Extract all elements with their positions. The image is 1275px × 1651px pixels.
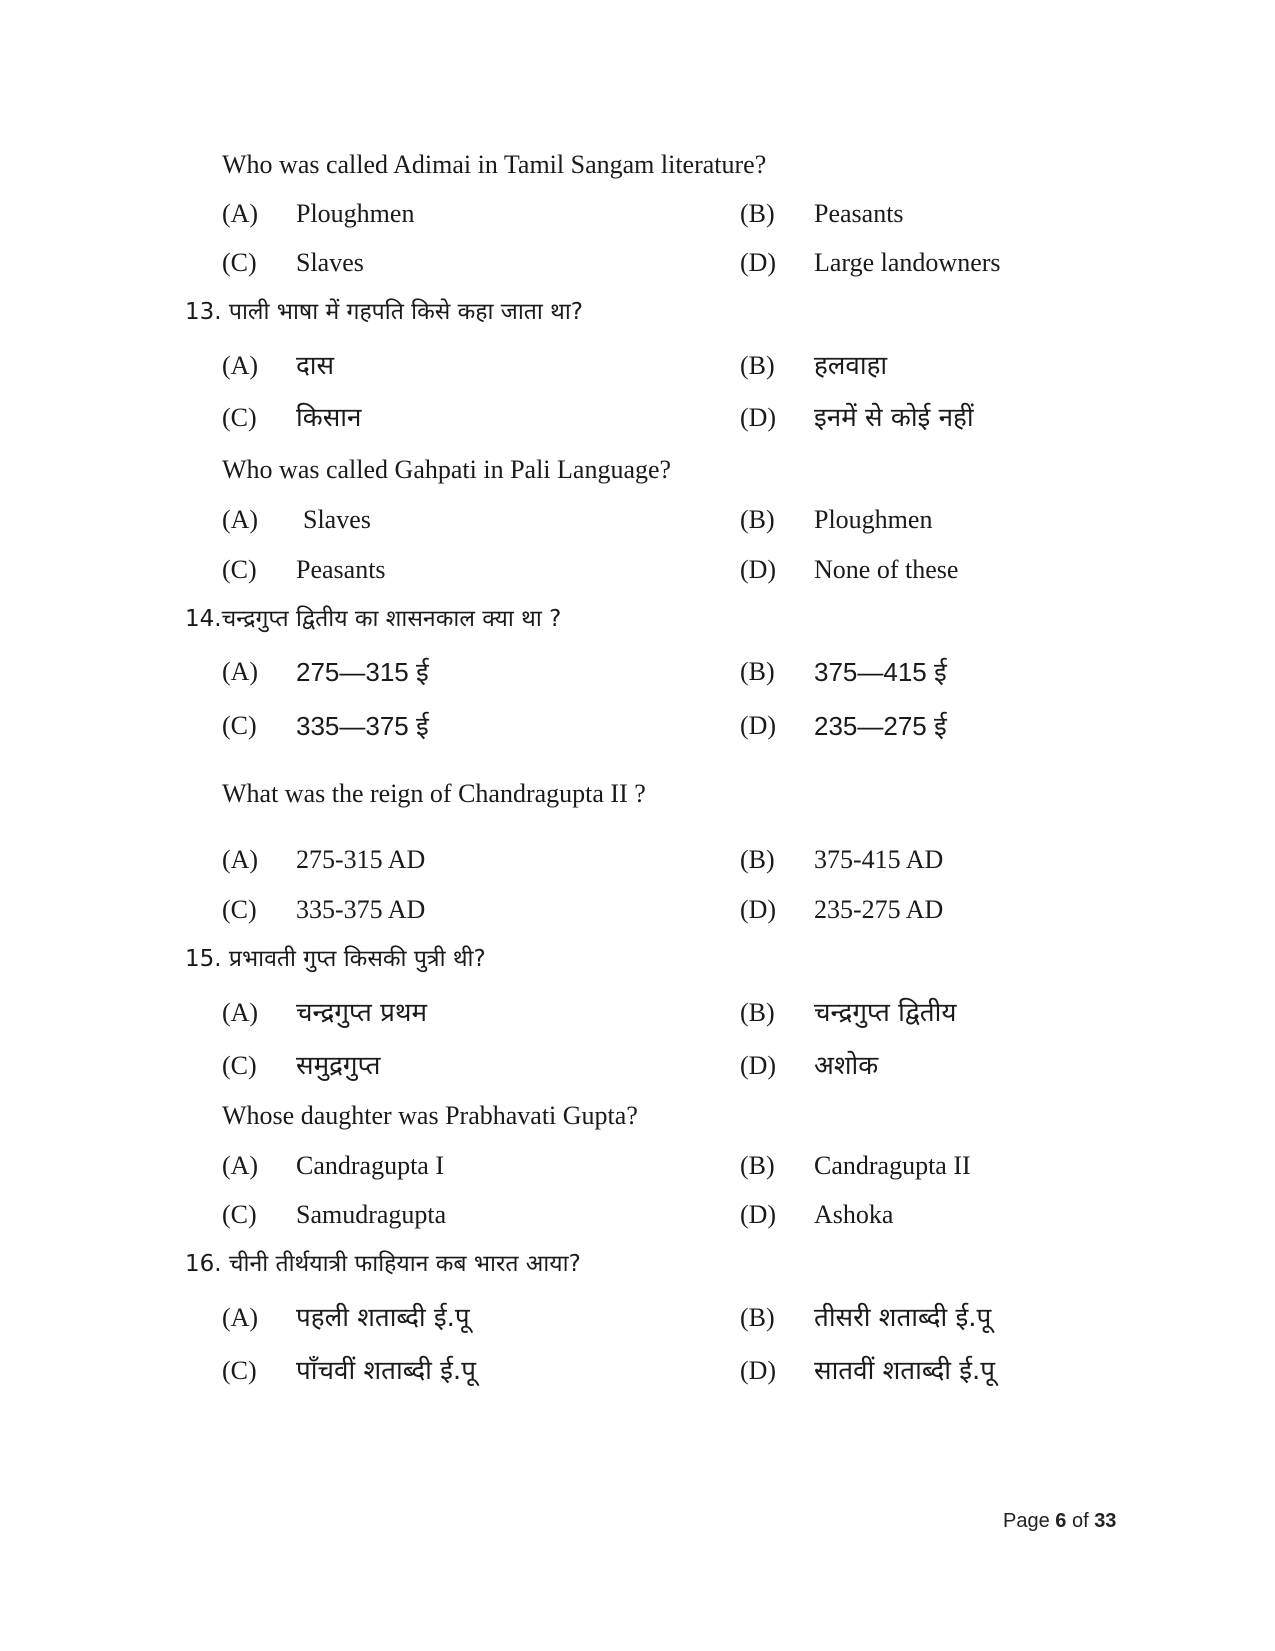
option-text: 275-315 AD	[296, 845, 426, 874]
option-label: (C)	[222, 403, 257, 432]
option-label: (D)	[740, 895, 777, 924]
option-label: (B)	[740, 1151, 775, 1180]
option-label: (B)	[740, 505, 775, 534]
option-text: 275—315 ई	[296, 657, 429, 687]
question-text: Whose daughter was Prabhavati Gupta?	[222, 1101, 638, 1130]
option-label: (B)	[740, 351, 775, 380]
option-label: (A)	[222, 1151, 259, 1180]
option-label: (D)	[740, 1200, 777, 1229]
option-text: 335—375 ई	[296, 711, 429, 741]
option-label: (D)	[740, 555, 777, 584]
option-text: अशोक	[814, 1051, 879, 1081]
page-of: of	[1066, 1510, 1095, 1532]
option-label: (B)	[740, 845, 775, 874]
option-label: (D)	[740, 711, 777, 740]
option-label: (C)	[222, 1356, 257, 1385]
option-text: पाँचवीं शताब्दी ई.पू	[296, 1356, 476, 1386]
current-page: 6	[1055, 1510, 1067, 1532]
question-text: What was the reign of Chandragupta II ?	[222, 779, 646, 808]
option-label: (B)	[740, 1303, 775, 1332]
option-text: इनमें से कोई नहीं	[814, 403, 974, 433]
option-label: (C)	[222, 1200, 257, 1229]
question-text: 16. चीनी तीर्थयात्री फाहियान कब भारत आया?	[185, 1251, 581, 1277]
option-label: (D)	[740, 403, 777, 432]
option-label: (A)	[222, 1303, 259, 1332]
question-text: 14.चन्द्रगुप्त द्वितीय का शासनकाल क्या था ?	[185, 606, 562, 632]
question-text: 15. प्रभावती गुप्त किसकी पुत्री थी?	[185, 946, 486, 972]
option-label: (C)	[222, 711, 257, 740]
option-label: (D)	[740, 1356, 777, 1385]
option-label: (B)	[740, 998, 775, 1027]
question-text: 13. पाली भाषा में गहपति किसे कहा जाता था?	[185, 299, 584, 325]
option-label: (A)	[222, 998, 259, 1027]
option-label: (C)	[222, 1051, 257, 1080]
option-label: (A)	[222, 199, 259, 228]
option-text: 335-375 AD	[296, 895, 426, 924]
page-prefix: Page	[1003, 1510, 1056, 1532]
option-label: (A)	[222, 351, 259, 380]
option-label: (A)	[222, 657, 259, 686]
question-text: Who was called Gahpati in Pali Language?	[222, 455, 672, 484]
option-text: तीसरी शताब्दी ई.पू	[814, 1303, 992, 1333]
option-label: (C)	[222, 248, 257, 277]
option-label: (B)	[740, 657, 775, 686]
option-text: Ploughmen	[296, 199, 415, 228]
question-text: Who was called Adimai in Tamil Sangam literature?	[222, 150, 767, 179]
option-label: (B)	[740, 199, 775, 228]
option-label: (A)	[222, 505, 259, 534]
option-text: समुद्रगुप्त	[296, 1051, 381, 1081]
option-text: 375-415 AD	[814, 845, 944, 874]
option-text: 235—275 ई	[814, 711, 947, 741]
total-pages: 33	[1094, 1510, 1117, 1532]
option-label: (C)	[222, 895, 257, 924]
option-text: Peasants	[814, 199, 904, 228]
option-text: Peasants	[296, 555, 386, 584]
option-text: हलवाहा	[814, 351, 888, 381]
option-text: 375—415 ई	[814, 657, 947, 687]
option-text: किसान	[296, 403, 362, 433]
option-text: None of these	[814, 555, 959, 584]
option-text: Slaves	[296, 248, 364, 277]
option-text: सातवीं शताब्दी ई.पू	[814, 1356, 996, 1386]
option-text: Candragupta II	[814, 1151, 971, 1180]
option-text: पहली शताब्दी ई.पू	[296, 1303, 470, 1333]
option-label: (C)	[222, 555, 257, 584]
option-text: Slaves	[303, 505, 371, 534]
option-text: 235-275 AD	[814, 895, 944, 924]
option-text: Candragupta I	[296, 1151, 445, 1180]
option-text: Samudragupta	[296, 1200, 447, 1229]
option-text: चन्द्रगुप्त प्रथम	[296, 998, 428, 1028]
option-text: चन्द्रगुप्त द्वितीय	[814, 998, 957, 1028]
option-text: Large landowners	[814, 248, 1001, 277]
option-label: (A)	[222, 845, 259, 874]
option-label: (D)	[740, 248, 777, 277]
option-text: दास	[296, 351, 335, 381]
option-text: Ploughmen	[814, 505, 933, 534]
option-label: (D)	[740, 1051, 777, 1080]
page-number	[1003, 1508, 1116, 1534]
option-text: Ashoka	[814, 1200, 894, 1229]
